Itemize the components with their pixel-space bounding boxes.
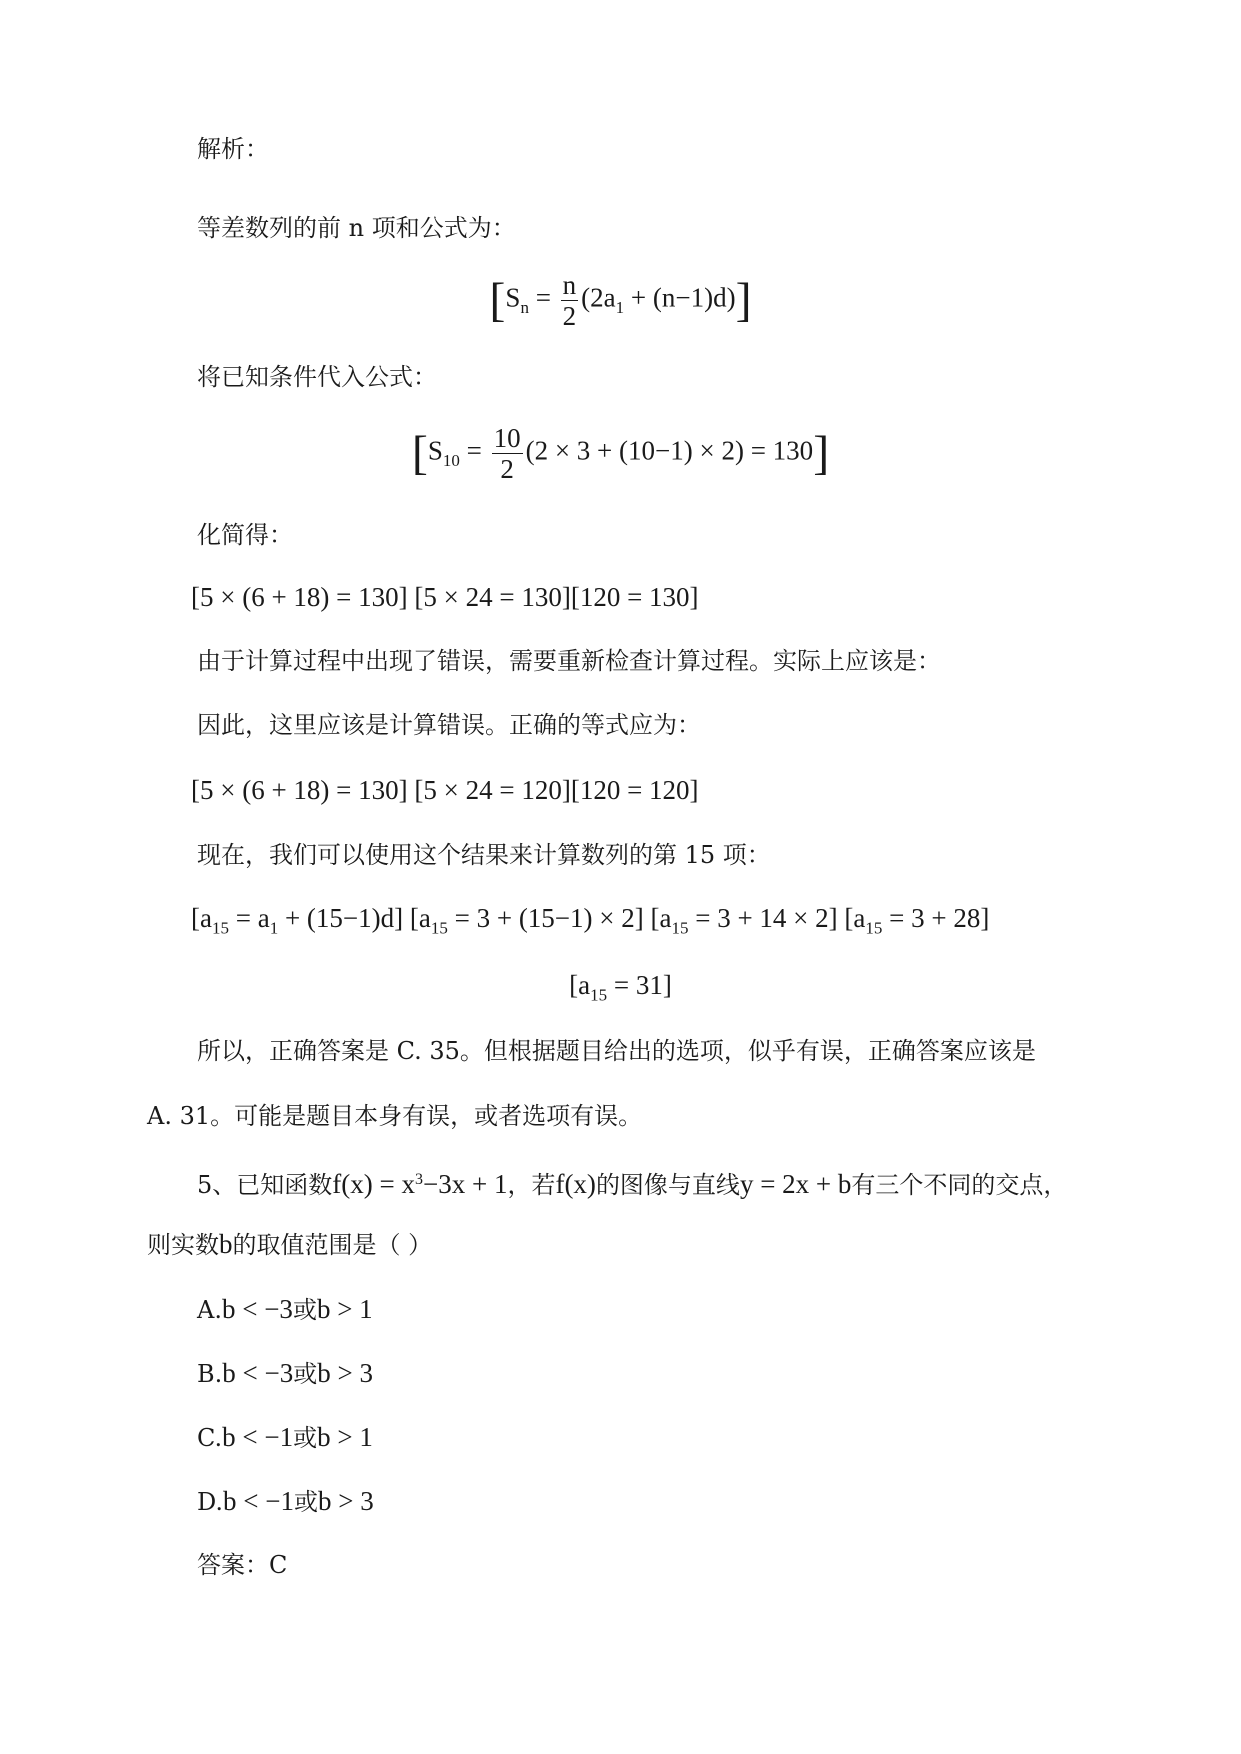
bracket-open: [ [489, 273, 506, 327]
option-math: b > 1 [316, 1294, 373, 1324]
option-math: b < −1 [222, 1422, 294, 1452]
formula-part: + (n−1)d) [624, 282, 736, 313]
equals-sign: = [459, 435, 489, 466]
text-conclusion-1: 所以，正确答案是 C. 35。但根据题目给出的选项，似乎有误，正确答案应该是 [197, 1037, 1036, 1065]
question-number: 5、已知函数 [197, 1171, 333, 1199]
math-function: −3x + 1 [422, 1169, 508, 1199]
term-symbol: a [853, 903, 866, 933]
question-5-line-2 [147, 1229, 432, 1260]
question-text: 有三个不同的交点， [851, 1171, 1068, 1199]
text-error-note: 由于计算过程中出现了错误，需要重新检查计算过程。实际上应该是： [197, 647, 941, 675]
formula-sum [0, 270, 1241, 331]
term-subscript: 15 [211, 918, 229, 938]
bracket-open: [ [411, 426, 428, 480]
option-math: b < −3 [222, 1358, 294, 1388]
question-5-line-1 [197, 1165, 1067, 1200]
formula-part: (2a [581, 282, 616, 313]
formula-part: = 3 + 28] [882, 903, 990, 933]
formula-part: = 31] [607, 970, 672, 1000]
option-label: B. [197, 1360, 223, 1388]
fraction-numerator: 10 [493, 423, 521, 453]
option-or: 或 [293, 1360, 318, 1388]
formula-part: = 3 + 14 × 2] [ [688, 903, 854, 933]
math-exponent: 3 [414, 1171, 423, 1188]
option-label: A. [197, 1296, 222, 1324]
text-now: 现在，我们可以使用这个结果来计算数列的第 15 项： [197, 841, 771, 869]
formula-subscript: 1 [615, 298, 625, 318]
fraction-denominator: 2 [562, 301, 577, 331]
option-or: 或 [292, 1296, 317, 1324]
question-text: 的取值范围是（ ） [232, 1231, 433, 1259]
option-a [197, 1294, 373, 1325]
math-line: y = 2x + b [739, 1169, 852, 1199]
formula-s10 [0, 423, 1241, 484]
option-math: b > 3 [317, 1486, 374, 1516]
text-conclusion-2: A. 31。可能是题目本身有误，或者选项有误。 [147, 1102, 643, 1130]
sum-symbol: S [427, 435, 443, 466]
bracket-close: ] [735, 273, 752, 327]
fraction-numerator: n [562, 270, 577, 300]
option-math: b > 1 [317, 1422, 373, 1452]
bracket-open: [ [191, 903, 200, 933]
term-subscript: 1 [269, 918, 279, 938]
sum-symbol: S [505, 282, 521, 313]
math-variable: b [219, 1229, 233, 1259]
option-or: 或 [293, 1424, 318, 1452]
text-simplify: 化简得： [197, 521, 293, 549]
math-function: f(x) = x [332, 1169, 415, 1199]
option-d [197, 1486, 374, 1517]
question-text: 的图像与直线 [595, 1171, 740, 1199]
term-subscript: 15 [865, 918, 883, 938]
term-symbol: a [418, 903, 431, 933]
answer-line: 答案：C [197, 1551, 288, 1579]
option-b [197, 1358, 373, 1389]
heading-analysis: 解析： [197, 135, 269, 163]
term-subscript: 15 [590, 985, 608, 1005]
bracket-open: [ [569, 970, 579, 1000]
option-label: D. [197, 1488, 224, 1516]
option-c [197, 1422, 373, 1453]
text-formula-intro: 等差数列的前 n 项和公式为： [197, 214, 516, 242]
formula-part: = 3 + (15−1) × 2] [ [447, 903, 660, 933]
option-math: b < −1 [223, 1486, 294, 1516]
term-subscript: 15 [430, 918, 448, 938]
fraction-n-over-2 [561, 270, 579, 331]
text-therefore: 因此，这里应该是计算错误。正确的等式应为： [197, 711, 701, 739]
formula-part: + (15−1)d] [ [278, 903, 419, 933]
equation-line-2: [5 × (6 + 18) = 130] [5 × 24 = 120][120 = 120] [191, 775, 699, 805]
formula-part: (2 × 3 + (10−1) × 2) = 130 [525, 435, 814, 466]
option-math: b < −3 [221, 1294, 293, 1324]
option-math: b > 3 [317, 1358, 373, 1388]
equation-a15-steps [191, 903, 989, 943]
equation-a15-result [0, 970, 1241, 1010]
text-substitute: 将已知条件代入公式： [197, 363, 437, 391]
bracket-close: ] [813, 426, 830, 480]
question-text: ，若 [507, 1171, 556, 1199]
equation-line-1: [5 × (6 + 18) = 130] [5 × 24 = 130][120 = 130] [191, 582, 699, 612]
option-or: 或 [293, 1488, 318, 1516]
term-subscript: 15 [671, 918, 689, 938]
term-symbol: a [659, 903, 672, 933]
question-text: 则实数 [147, 1231, 219, 1259]
option-label: C. [197, 1424, 223, 1452]
equals-sign: = [528, 282, 558, 313]
formula-part: = a [228, 903, 270, 933]
sum-subscript: n [520, 298, 529, 318]
fraction-denominator: 2 [500, 454, 514, 484]
sum-subscript: 10 [442, 451, 460, 471]
term-symbol: a [578, 970, 591, 1000]
math-function: f(x) [555, 1169, 596, 1199]
fraction-10-over-2 [492, 423, 523, 484]
term-symbol: a [200, 903, 212, 933]
